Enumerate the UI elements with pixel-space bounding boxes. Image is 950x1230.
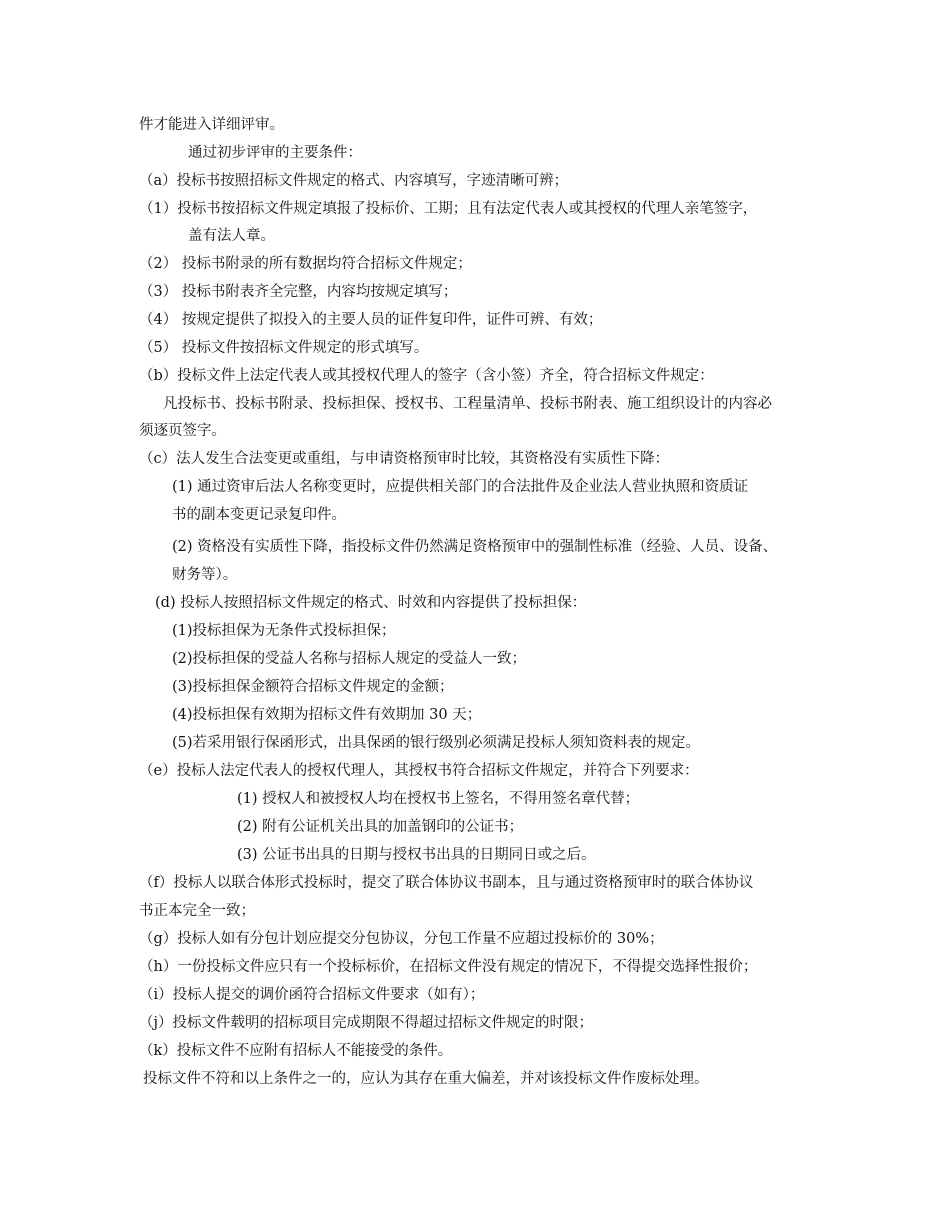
text-line: （1）投标书按招标文件规定填报了投标价、工期；且有法定代表人或其授权的代理人亲笔签字， (139, 201, 758, 217)
text-line: (1)投标担保为无条件式投标担保； (172, 623, 396, 639)
text-line: (2)投标担保的受益人名称与招标人规定的受益人一致； (172, 651, 527, 667)
text-line: （h）一份投标文件应只有一个投标标价，在招标文件没有规定的情况下，不得提交选择性报价； (139, 959, 758, 975)
text-line: （3） 投标书附表齐全完整，内容均按规定填写； (139, 284, 458, 300)
text-line: （a）投标书按照招标文件规定的格式、内容填写，字迹清晰可辨； (139, 173, 569, 189)
text-line: 通过初步评审的主要条件： (188, 145, 362, 161)
text-line: （k）投标文件不应附有招标人不能接受的条件。 (139, 1043, 453, 1059)
text-line: 书的副本变更记录复印件。 (172, 507, 346, 523)
text-line: 件才能进入详细评审。 (139, 117, 284, 133)
text-line: （f）投标人以联合体形式投标时，提交了联合体协议书副本，且与通过资格预审时的联合体协议 (139, 875, 754, 891)
text-line: (5)若采用银行保函形式，出具保函的银行级别必须满足投标人须知资料表的规定。 (172, 735, 701, 751)
text-line: 财务等）。 (172, 567, 238, 583)
text-line: 投标文件不符和以上条件之一的，应认为其存在重大偏差，并对该投标文件作废标处理。 (143, 1071, 709, 1087)
text-line: (3)投标担保金额符合招标文件规定的金额； (172, 679, 454, 695)
text-line: （e）投标人法定代表人的授权代理人，其授权书符合招标文件规定，并符合下列要求： (139, 763, 699, 779)
text-line: (1) 通过资审后法人名称变更时，应提供相关部门的合法批件及企业法人营业执照和资质证 (172, 479, 749, 495)
text-line: (2) 附有公证机关出具的加盖钢印的公证书； (237, 819, 524, 835)
text-line: 须逐页签字。 (139, 423, 226, 439)
text-line: （g）投标人如有分包计划应提交分包协议，分包工作量不应超过投标价的 30%； (139, 931, 664, 947)
text-line: 书正本完全一致； (139, 903, 255, 919)
text-line: （i）投标人提交的调价函符合招标文件要求（如有）； (139, 987, 485, 1003)
text-line: （j）投标文件载明的招标项目完成期限不得超过招标文件规定的时限； (139, 1015, 593, 1031)
text-line: （2） 投标书附录的所有数据均符合招标文件规定； (139, 256, 472, 272)
text-line: （c）法人发生合法变更或重组，与申请资格预审时比较，其资格没有实质性下降： (139, 451, 670, 467)
text-line: (2) 资格没有实质性下降，指投标文件仍然满足资格预审中的强制性标准（经验、人员、设备、 (172, 539, 778, 555)
text-line: （b）投标文件上法定代表人或其授权代理人的签字（含小签）齐全，符合招标文件规定： (139, 368, 714, 384)
text-line: (4)投标担保有效期为招标文件有效期加 30 天； (172, 707, 482, 723)
text-line: 盖有法人章。 (188, 228, 275, 244)
text-line: （5） 投标文件按招标文件规定的形式填写。 (139, 340, 429, 356)
text-line: (d) 投标人按照招标文件规定的格式、时效和内容提供了投标担保： (155, 595, 587, 611)
text-line: (3) 公证书出具的日期与授权书出具的日期同日或之后。 (237, 847, 596, 863)
text-line: 凡投标书、投标书附录、投标担保、授权书、工程量清单、投标书附表、施工组织设计的内容必 (163, 396, 772, 412)
text-line: （4） 按规定提供了拟投入的主要人员的证件复印件，证件可辨、有效； (139, 312, 603, 328)
text-line: (1) 授权人和被授权人均在授权书上签名，不得用签名章代替； (237, 791, 640, 807)
